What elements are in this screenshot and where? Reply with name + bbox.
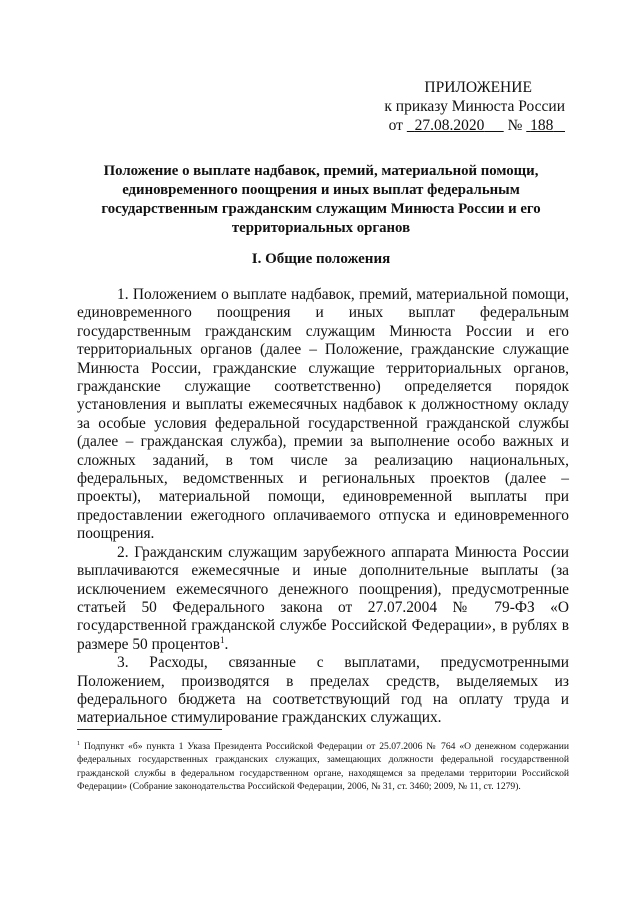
footnote-divider: [77, 729, 222, 730]
paragraph-2: 2. Гражданским служащим зарубежного аппарата Минюста России выплачиваются ежемесячные и иные дополнительные выплаты (за исключением ежемесячного денежного поощрения), предусмотренные статьей 50 Федерального закона от 27.07.2004 № 79-ФЗ «О государственной гражданской службе Российской Федерации», в рублях в размере 50 процентов$^1$.: [77, 543, 569, 653]
document-title: Положение о выплате надбавок, премий, материальной помощи, единовременного поощрения и иных выплат федеральным государственным гражданским служащим Минюста России и его территориальных органов: [101, 163, 541, 236]
appendix-date-line: [384, 116, 565, 135]
footnote-text: Подпункт «б» пункта 1 Указа Президента Российской Федерации от 25.07.2006 № 764 «О денежном содержании федеральных государственных гражданских служащих, замещающих должности федеральной государственной гражданской службы в федеральном государственном органе, находящемся за пределами территории Российской Федерации» (Собрание законодательства Российской Федерации, 2006, № 31, ст. 3460; 2009, № 11, ст. 1279).: [77, 741, 569, 792]
footnote-ref: 1: [220, 634, 225, 645]
footnote-mark: 1: [77, 741, 80, 747]
appendix-header: [384, 78, 565, 135]
appendix-title: ПРИЛОЖЕНИЕ: [424, 79, 532, 96]
footnote: [77, 738, 569, 793]
appendix-date: 27.08.2020: [414, 117, 485, 134]
document-body: [77, 286, 569, 728]
appendix-number-label: №: [507, 117, 523, 134]
paragraph-1: 1. Положением о выплате надбавок, премий, материальной помощи, единовременного поощрения и иных выплат федеральным государственным гражданским служащим Минюста России и его территориальных органов (далее – Положение, гражданские служащие Минюста России, гражданские служащие территориальных органов, гражданские служащие соответственно) определяется порядок установления и выплаты ежемесячных надбавок к должностному окладу за особые условия федеральной государственной гражданской службы (далее – гражданская служба), премии за выполнение особо важных и сложных заданий, в том числе за реализацию национальных, федеральных, ведомственных и региональных проектов (далее – проекты), материальной помощи, единовременной выплаты при предоставлении ежегодного оплачиваемого отпуска и единовременного поощрения.: [77, 286, 569, 543]
appendix-order-ref: к приказу Минюста России: [384, 98, 565, 115]
appendix-number: 188: [530, 117, 554, 134]
paragraph-3: 3. Расходы, связанные с выплатами, предусмотренными Положением, производятся в пределах средств, выделяемых из федерального бюджета на соответствующий год на оплату труда и материальное стимулирование гражданских служащих.: [77, 654, 569, 727]
section-title: I. Общие положения: [251, 251, 391, 267]
appendix-from-label: от: [388, 117, 403, 134]
